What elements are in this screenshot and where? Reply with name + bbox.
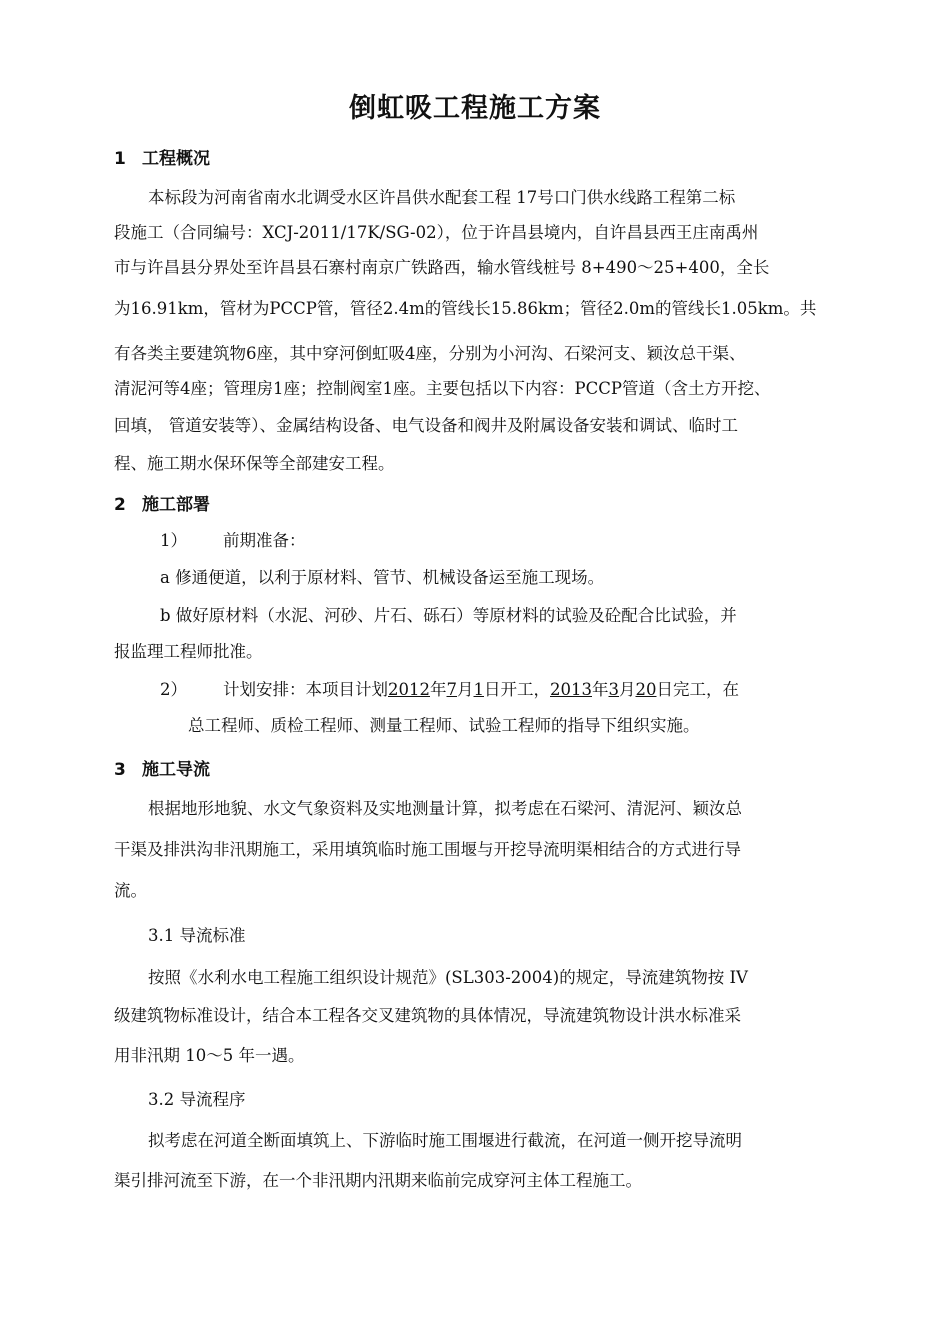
paragraph-line: 拟考虑在河道全断面填筑上、下游临时施工围堰进行截流，在河道一侧开挖导流明 [148,1131,742,1150]
paragraph-line: 程、施工期水保环保等全部建安工程。 [114,454,395,473]
document-title: 倒虹吸工程施工方案 [349,93,601,124]
schedule-text: 日完工，在 [656,680,739,699]
list-number: 2） [160,680,187,699]
subsection-3-1-heading: 3.1 导流标准 [148,926,246,945]
start-month: 7 [446,680,457,699]
list-item-2 [160,678,739,702]
paragraph-line: 根据地形地貌、水文气象资料及实地测量计算，拟考虑在石梁河、清泥河、颖汝总 [148,799,742,818]
section-1-heading [114,148,210,170]
paragraph-line: 市与许昌县分界处至许昌县石寨村南京广铁路西，输水管线桩号 8+490～25+400，全长 [114,258,770,277]
schedule-text: 月 [619,680,636,699]
paragraph-line: 本标段为河南省南水北调受水区许昌供水配套工程 17号口门供水线路工程第二标 [148,188,736,207]
section-number: 2 [114,495,126,515]
schedule-text: 计划安排：本项目计划 [223,680,388,699]
paragraph-line: 按照《水利水电工程施工组织设计规范》(SL303-2004)的规定，导流建筑物按 IV [148,968,748,987]
section-number: 1 [114,149,126,169]
start-day: 1 [473,680,484,699]
section-number: 3 [114,760,126,780]
list-subitem-b: b 做好原材料（水泥、河砂、片石、砾石）等原材料的试验及砼配合比试验，并 [160,606,737,625]
paragraph-line: 有各类主要建筑物6座，其中穿河倒虹吸4座，分别为小河沟、石梁河支、颖汝总干渠、 [114,344,746,363]
paragraph-line: 回填， 管道安装等）、金属结构设备、电气设备和阀井及附属设备安装和调试、临时工 [114,416,738,435]
paragraph-line: 流。 [114,881,147,900]
end-year: 2013 [550,680,592,699]
list-item-1 [160,529,306,553]
paragraph-line: 总工程师、质检工程师、测量工程师、试验工程师的指导下组织实施。 [188,716,700,735]
section-title: 工程概况 [142,149,210,169]
subsection-3-2-heading: 3.2 导流程序 [148,1090,246,1109]
list-subitem-a: a 修通便道，以利于原材料、管节、机械设备运至施工现场。 [160,568,605,587]
section-title: 施工部署 [142,495,210,515]
paragraph-line: 级建筑物标准设计，结合本工程各交叉建筑物的具体情况，导流建筑物设计洪水标准采 [114,1006,741,1025]
end-month: 3 [608,680,619,699]
paragraph-line: 用非汛期 10～5 年一遇。 [114,1046,305,1065]
section-2-heading [114,494,210,516]
list-label: 前期准备： [223,531,306,550]
schedule-text: 月 [457,680,474,699]
paragraph-line: 清泥河等4座；管理房1座；控制阀室1座。主要包括以下内容：PCCP管道（含土方开挖、 [114,379,771,398]
paragraph-line: 报监理工程师批准。 [114,642,263,661]
paragraph-line: 为16.91km，管材为PCCP管，管径2.4m的管线长15.86km；管径2.0m的管线长1.05km。共 [114,299,817,318]
section-title: 施工导流 [142,760,210,780]
schedule-text: 年 [430,680,447,699]
section-3-heading [114,759,210,781]
paragraph-line: 渠引排河流至下游，在一个非汛期内汛期来临前完成穿河主体工程施工。 [114,1171,642,1190]
end-day: 20 [635,680,657,699]
schedule-text: 年 [592,680,609,699]
paragraph-line: 干渠及排洪沟非汛期施工，采用填筑临时施工围堰与开挖导流明渠相结合的方式进行导 [114,840,741,859]
schedule-text: 日开工， [484,680,550,699]
paragraph-line: 段施工（合同编号：XCJ-2011/17K/SG-02），位于许昌县境内，自许昌县西王庄南禹州 [114,223,759,242]
list-number: 1） [160,531,187,550]
start-year: 2012 [388,680,430,699]
